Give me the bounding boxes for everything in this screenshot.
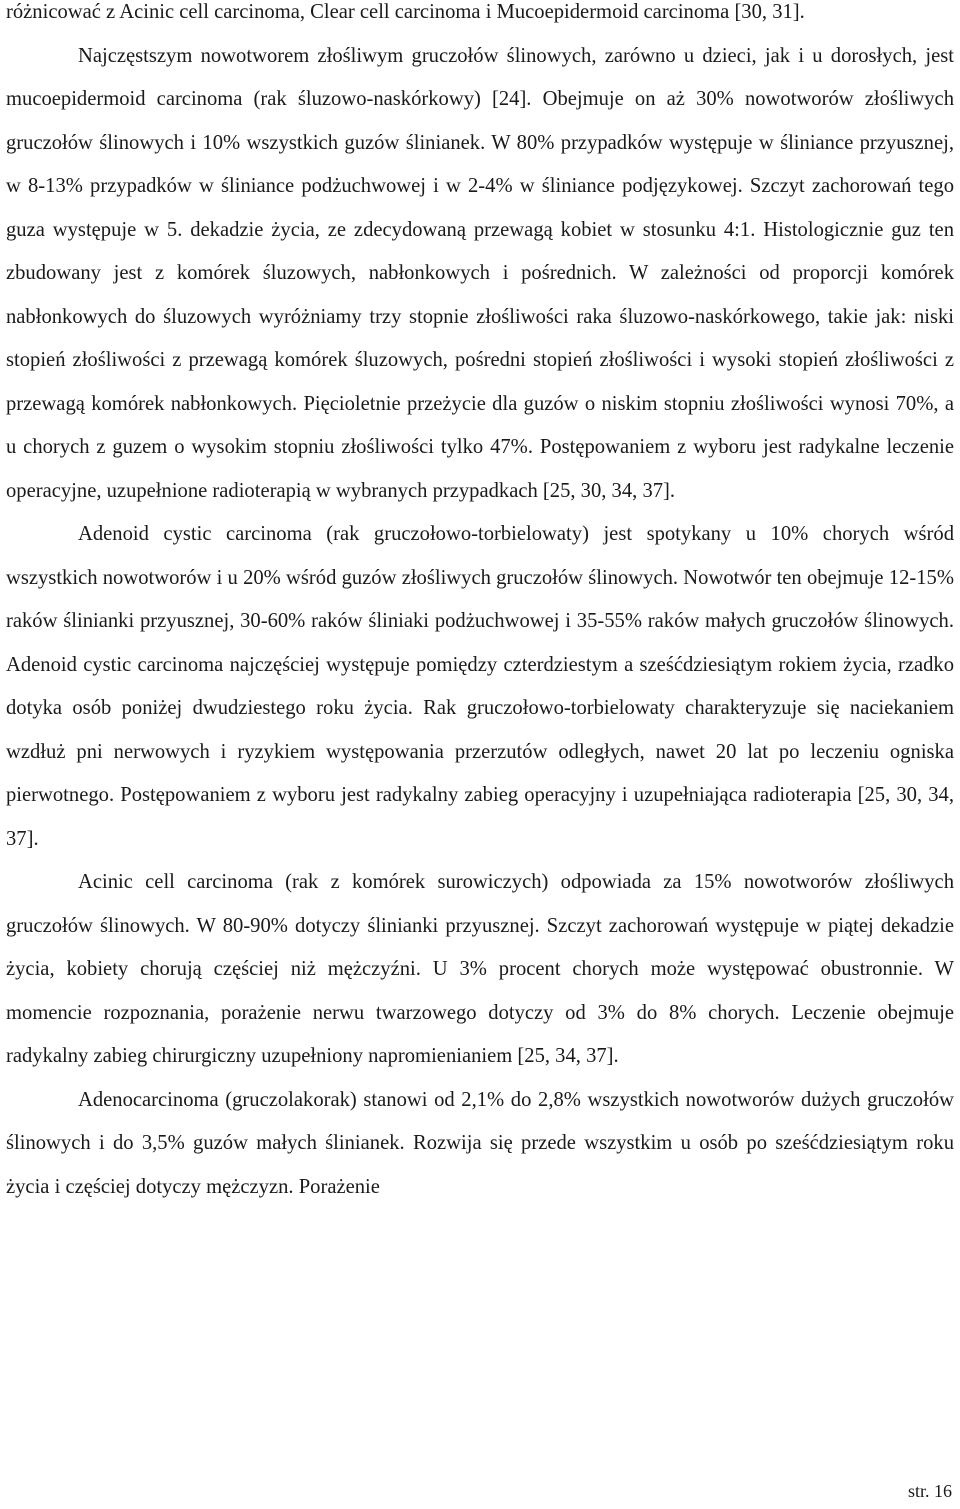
- paragraph-continuation: różnicować z Acinic cell carcinoma, Clear cell carcinoma i Mucoepidermoid carcinoma [30, 31].: [6, 1, 805, 23]
- paragraph-mucoepidermoid: Najczęstszym nowotworem złośliwym gruczołów ślinowych, zarówno u dzieci, jak i u dorosłych, jest mucoepidermoid carcinoma (rak śluzowo-naskórkowy) [24]. Obejmuje on aż 30% nowotworów złośliwych gruczołów ślinowych i 10% wszystkich guzów ślinianek. W 80% przypadków występuje w śliniance przyusznej, w 8-13% przypadków w śliniance podżuchwowej i w 2-4% w śliniance podjęzykowej. Szczyt zachorowań tego guza występuje w 5. dekadzie życia, ze zdecydowaną przewagą kobiet w stosunku 4:1. Histologicznie guz ten zbudowany jest z komórek śluzowych, nabłonkowych i pośrednich. W zależności od proporcji komórek nabłonkowych do śluzowych wyróżniamy trzy stopnie złośliwości raka śluzowo-naskórkowego, takie jak: niski stopień złośliwości z przewagą komórek śluzowych, pośredni stopień złośliwości i wysoki stopień złośliwości z przewagą komórek nabłonkowych. Pięcioletnie przeżycie dla guzów o niskim stopniu złośliwości wynosi 70%, a u chorych z guzem o wysokim stopniu złośliwości tylko 47%. Postępowaniem z wyboru jest radykalne leczenie operacyjne, uzupełnione radioterapią w wybranych przypadkach [25, 30, 34, 37].: [6, 44, 954, 502]
- paragraph-acinic-cell: Acinic cell carcinoma (rak z komórek surowiczych) odpowiada za 15% nowotworów złośliwych gruczołów ślinowych. W 80-90% dotyczy ślinianki przyusznej. Szczyt zachorowań występuje w piątej dekadzie życia, kobiety chorują częściej niż mężczyźni. U 3% procent chorych może występować obustronnie. W momencie rozpoznania, porażenie nerwu twarzowego dotyczy od 3% do 8% chorych. Leczenie obejmuje radykalny zabieg chirurgiczny uzupełniony napromienianiem [25, 34, 37].: [6, 871, 954, 1067]
- paragraph-adenoid-cystic: Adenoid cystic carcinoma (rak gruczołowo-torbielowaty) jest spotykany u 10% chorych wśród wszystkich nowotworów i u 20% wśród guzów złośliwych gruczołów ślinowych. Nowotwór ten obejmuje 12-15% raków ślinianki przyusznej, 30-60% raków śliniaki podżuchwowej i 35-55% raków małych gruczołów ślinowych. Adenoid cystic carcinoma najczęściej występuje pomiędzy czterdziestym a sześćdziesiątym rokiem życia, rzadko dotyka osób poniżej dwudziestego roku życia. Rak gruczołowo-torbielowaty charakteryzuje się naciekaniem wzdłuż pni nerwowych i ryzykiem występowania przerzutów odległych, nawet 20 lat po leczeniu ogniska pierwotnego. Postępowaniem z wyboru jest radykalny zabieg operacyjny i uzupełniająca radioterapia [25, 30, 34, 37].: [6, 523, 954, 850]
- document-page: [6, 0, 954, 1209]
- page-number: str. 16: [907, 1481, 952, 1501]
- paragraph-adenocarcinoma: Adenocarcinoma (gruczolakorak) stanowi od 2,1% do 2,8% wszystkich nowotworów dużych gruczołów ślinowych i do 3,5% guzów małych ślinianek. Rozwija się przede wszystkim u osób po sześćdziesiątym roku życia i częściej dotyczy mężczyzn. Porażenie: [6, 1088, 954, 1198]
